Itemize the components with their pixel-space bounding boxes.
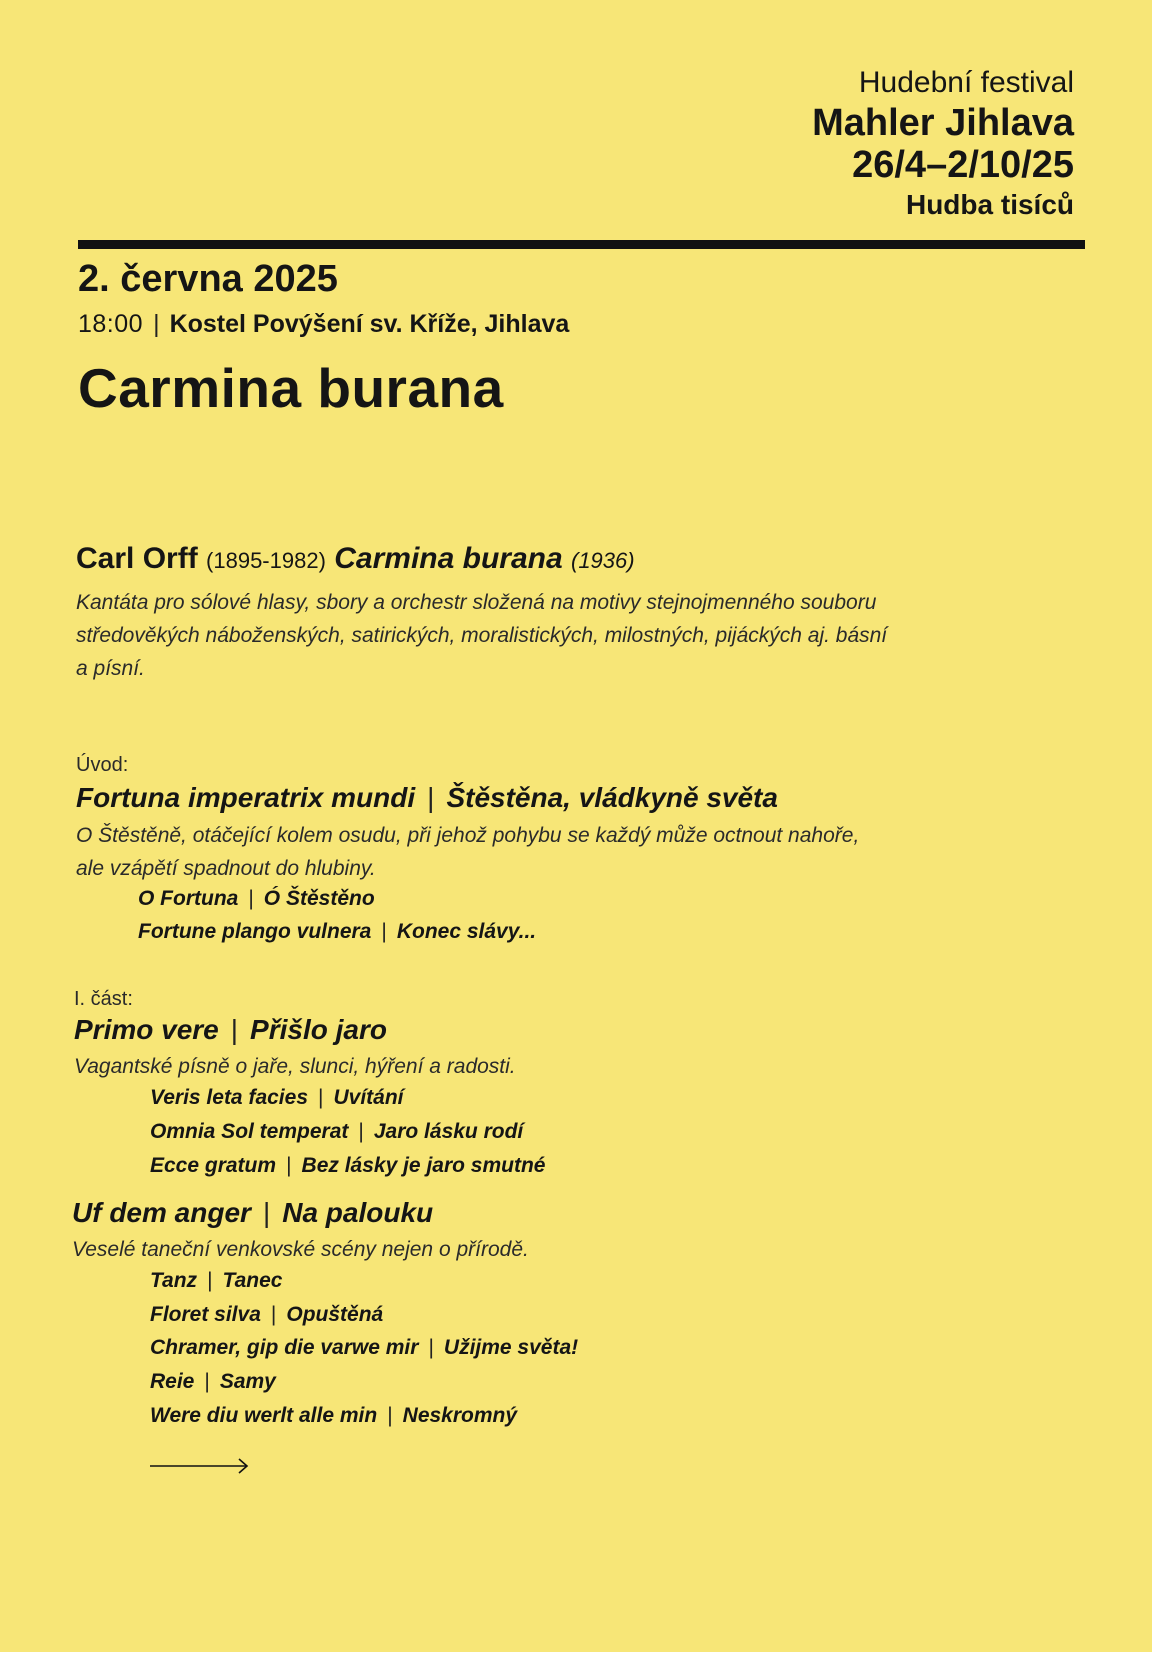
- song-czech: Opuštěná: [286, 1303, 384, 1326]
- movement-description: [72, 1233, 529, 1266]
- song-czech: Bez lásky je jaro smutné: [301, 1154, 546, 1177]
- work-description: [76, 586, 1086, 685]
- movement-latin: Primo vere: [74, 1014, 219, 1045]
- song-item: [150, 1370, 276, 1394]
- song-latin: Veris leta facies: [150, 1086, 308, 1109]
- event-venue: Kostel Povýšení sv. Kříže, Jihlava: [169, 310, 570, 338]
- festival-dates: 26/4–2/10/25: [852, 144, 1074, 187]
- description-line: a písní.: [76, 657, 145, 680]
- song-czech: Ó Štěstěno: [263, 887, 375, 910]
- movement-czech: Štěstěna, vládkyně světa: [446, 782, 778, 813]
- separator: |: [153, 310, 160, 338]
- separator: |: [230, 1014, 239, 1045]
- separator: |: [428, 1336, 434, 1359]
- song-item: [150, 1303, 383, 1327]
- separator: |: [270, 1303, 277, 1326]
- separator: |: [358, 1120, 364, 1143]
- movement-title: [72, 1197, 433, 1229]
- festival-label: Hudební festival: [858, 66, 1074, 99]
- separator: |: [387, 1404, 393, 1427]
- song-czech: Tanec: [222, 1269, 283, 1292]
- festival-motto: Hudba tisíců: [905, 188, 1074, 220]
- song-item: [150, 1154, 545, 1178]
- song-item: [150, 1086, 403, 1110]
- movement-czech: Přišlo jaro: [250, 1014, 387, 1045]
- song-latin: Reie: [150, 1370, 195, 1393]
- festival-header: [812, 66, 1074, 220]
- song-item: [150, 1120, 523, 1144]
- description-line: O Štěstěně, otáčející kolem osudu, při jehož pohybu se každý může octnout nahoře,: [76, 824, 860, 847]
- work-heading: [76, 542, 635, 576]
- event-time-venue: [78, 310, 569, 339]
- event-time: 18:00: [78, 310, 144, 338]
- song-latin: O Fortuna: [138, 887, 239, 910]
- song-latin: Floret silva: [150, 1303, 261, 1326]
- festival-name: Mahler Jihlava: [812, 101, 1074, 144]
- song-czech: Konec slávy...: [396, 920, 537, 943]
- arrow-right-icon: [150, 1456, 250, 1476]
- separator: |: [204, 1370, 210, 1393]
- song-latin: Were diu werlt alle min: [150, 1404, 378, 1427]
- separator: |: [381, 920, 387, 943]
- movement-description: [76, 819, 1086, 885]
- work-title: Carmina burana: [334, 542, 563, 575]
- song-czech: Samy: [219, 1370, 276, 1393]
- song-czech: Neskromný: [402, 1404, 518, 1427]
- movement-latin: Fortuna imperatrix mundi: [76, 782, 416, 813]
- section-label-part-one: I. část:: [74, 988, 133, 1010]
- song-item: [150, 1269, 282, 1293]
- description-line: Vagantské písně o jaře, slunci, hýření a radosti.: [74, 1055, 516, 1078]
- song-item: [138, 887, 375, 911]
- separator: |: [427, 782, 435, 813]
- section-label-uvod: Úvod:: [76, 754, 129, 776]
- song-czech: Uvítání: [333, 1086, 404, 1109]
- movement-title: [76, 782, 778, 814]
- composer-years: (1895-1982): [206, 548, 326, 573]
- event-date: 2. června 2025: [78, 258, 338, 300]
- song-latin: Omnia Sol temperat: [150, 1120, 349, 1143]
- song-latin: Fortune plango vulnera: [138, 920, 372, 943]
- separator: |: [262, 1197, 271, 1228]
- movement-title: [74, 1014, 387, 1046]
- description-line: Kantáta pro sólové hlasy, sbory a orchestr složená na motivy stejnojmenného souboru: [76, 591, 877, 614]
- description-line: středověkých náboženských, satirických, moralistických, milostných, pijáckých aj. básní: [76, 624, 888, 647]
- separator: |: [286, 1154, 292, 1177]
- separator: |: [207, 1269, 213, 1292]
- movement-description: [74, 1050, 516, 1083]
- movement-czech: Na palouku: [282, 1197, 434, 1228]
- description-line: Veselé taneční venkovské scény nejen o přírodě.: [72, 1238, 529, 1261]
- separator: |: [248, 887, 254, 910]
- song-item: [138, 920, 536, 944]
- work-year: (1936): [571, 548, 635, 573]
- separator: |: [318, 1086, 324, 1109]
- song-latin: Chramer, gip die varwe mir: [150, 1336, 419, 1359]
- song-item: [150, 1404, 517, 1428]
- song-czech: Jaro lásku rodí: [373, 1120, 524, 1143]
- song-latin: Ecce gratum: [150, 1154, 277, 1177]
- composer-name: Carl Orff: [76, 542, 198, 575]
- movement-latin: Uf dem anger: [72, 1197, 251, 1228]
- header-divider: [78, 240, 1085, 249]
- song-czech: Užijme světa!: [443, 1336, 579, 1359]
- song-latin: Tanz: [150, 1269, 198, 1292]
- description-line: ale vzápětí spadnout do hlubiny.: [76, 857, 376, 880]
- song-item: [150, 1336, 578, 1360]
- event-title: Carmina burana: [78, 357, 504, 419]
